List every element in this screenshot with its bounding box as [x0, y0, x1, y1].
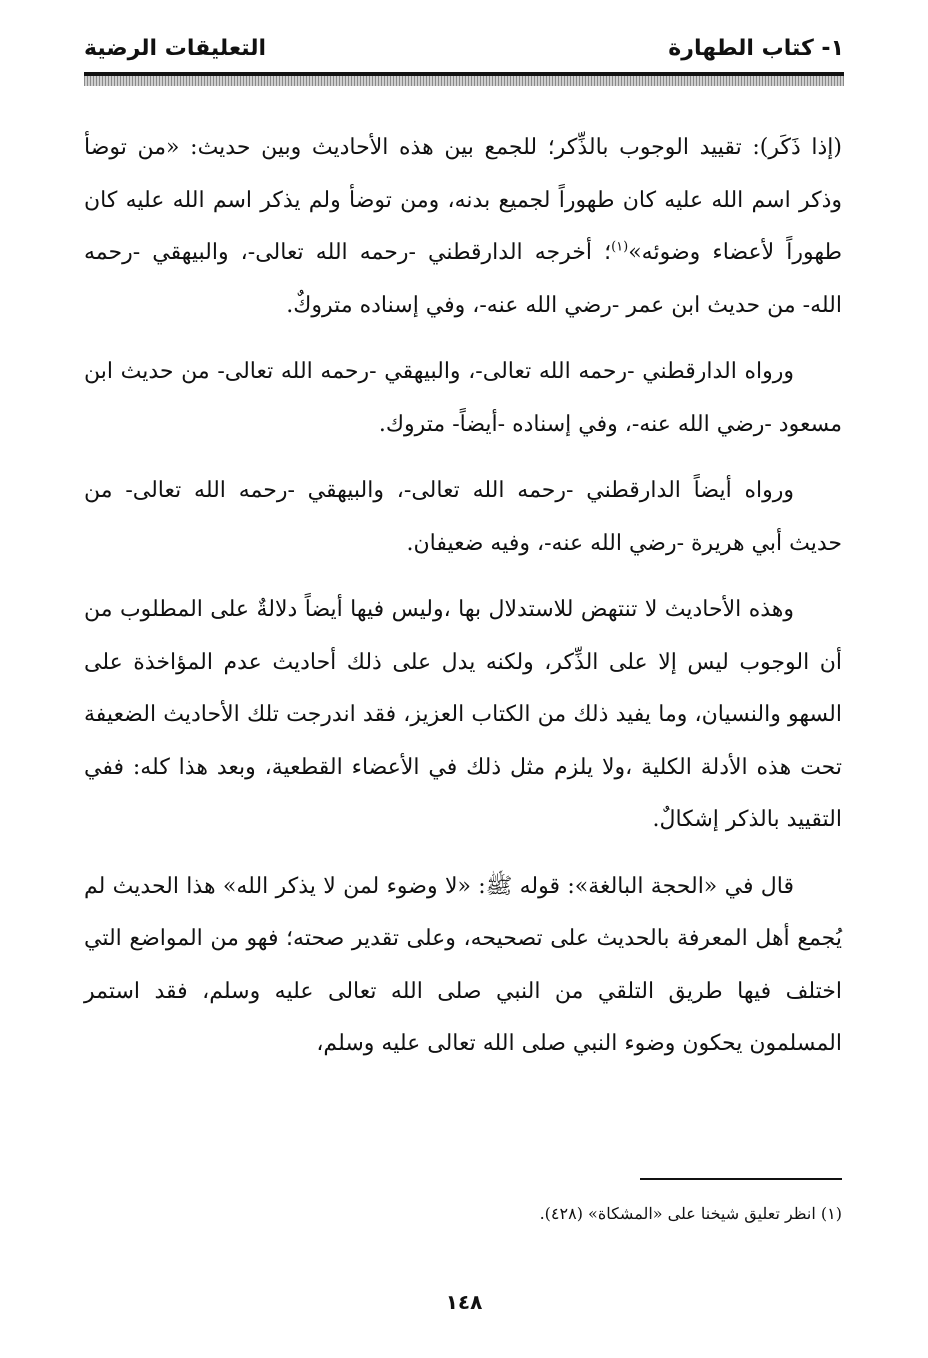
paragraph-2: ورواه الدارقطني -رحمه الله تعالى-، والبيهقي -رحمه الله تعالى- من حديث ابن مسعود -رضي الله عنه-، وفي إسناده -أيضاً- متروك.	[84, 359, 842, 437]
paragraph-3: ورواه أيضاً الدارقطني -رحمه الله تعالى-، والبيهقي -رحمه الله تعالى- من حديث أبي هريرة -رضي الله عنه-، وفيه ضعيفان.	[84, 478, 842, 556]
paragraph-1-text: (إذا ذَكَر): تقييد الوجوب بالذِّكر؛ للجمع بين هذه الأحاديث وبين حديث: «من توضأ وذكر اسم الله عليه كان طهوراً لجميع بدنه، ومن توضأ ولم يذكر اسم الله عليه كان طهوراً لأعضاء وضوئه»	[84, 135, 842, 265]
body-text	[84, 122, 842, 1071]
paragraph-5: قال في «الحجة البالغة»: قوله ﷺ: «لا وضوء لمن لا يذكر الله» هذا الحديث لم يُجمع أهل المعرفة بالحديث على تصحيحه، وعلى تقدير صحته؛ فهو من المواضع التي اختلف فيها طريق التلقي من النبي صلى الله تعالى عليه وسلم، فقد استمر المسلمون يحكون وضوء النبي صلى الله تعالى عليه وسلم،	[84, 873, 842, 1056]
header-chapter-title: ١- كتاب الطهارة	[668, 36, 844, 61]
paragraph-1-continuation: ؛ أخرجه الدارقطني -رحمه الله تعالى-، والبيهقي -رحمه الله- من حديث ابن عمر -رضي الله عنه-، وفي إسناده متروكٌ.	[84, 240, 842, 318]
page-number: ١٤٨	[445, 1290, 483, 1314]
running-header	[84, 32, 844, 72]
footnote: (١) انظر تعليق شيخنا على «المشكاة» (٤٢٨).	[539, 1204, 842, 1223]
footnote-marker: (١)	[611, 239, 629, 255]
footnote-separator	[640, 1178, 842, 1180]
paragraph-4: وهذه الأحاديث لا تنتهض للاستدلال بها ،وليس فيها أيضاً دلالةٌ على المطلوب من أن الوجوب ليس إلا على الذِّكر، ولكنه يدل على ذلك أحاديث عدم المؤاخذة على السهو والنسيان، وما يفيد ذلك من الكتاب العزيز، فقد اندرجت تلك الأحاديث الضعيفة تحت هذه الأدلة الكلية ،ولا يلزم مثل ذلك في الأعضاء القطعية، وبعد هذا كله: ففي التقييد بالذكر إشكالٌ.	[84, 597, 842, 832]
header-rule-shading	[84, 76, 844, 86]
paragraph-1	[84, 122, 842, 332]
header-book-title: التعليقات الرضية	[84, 36, 267, 61]
